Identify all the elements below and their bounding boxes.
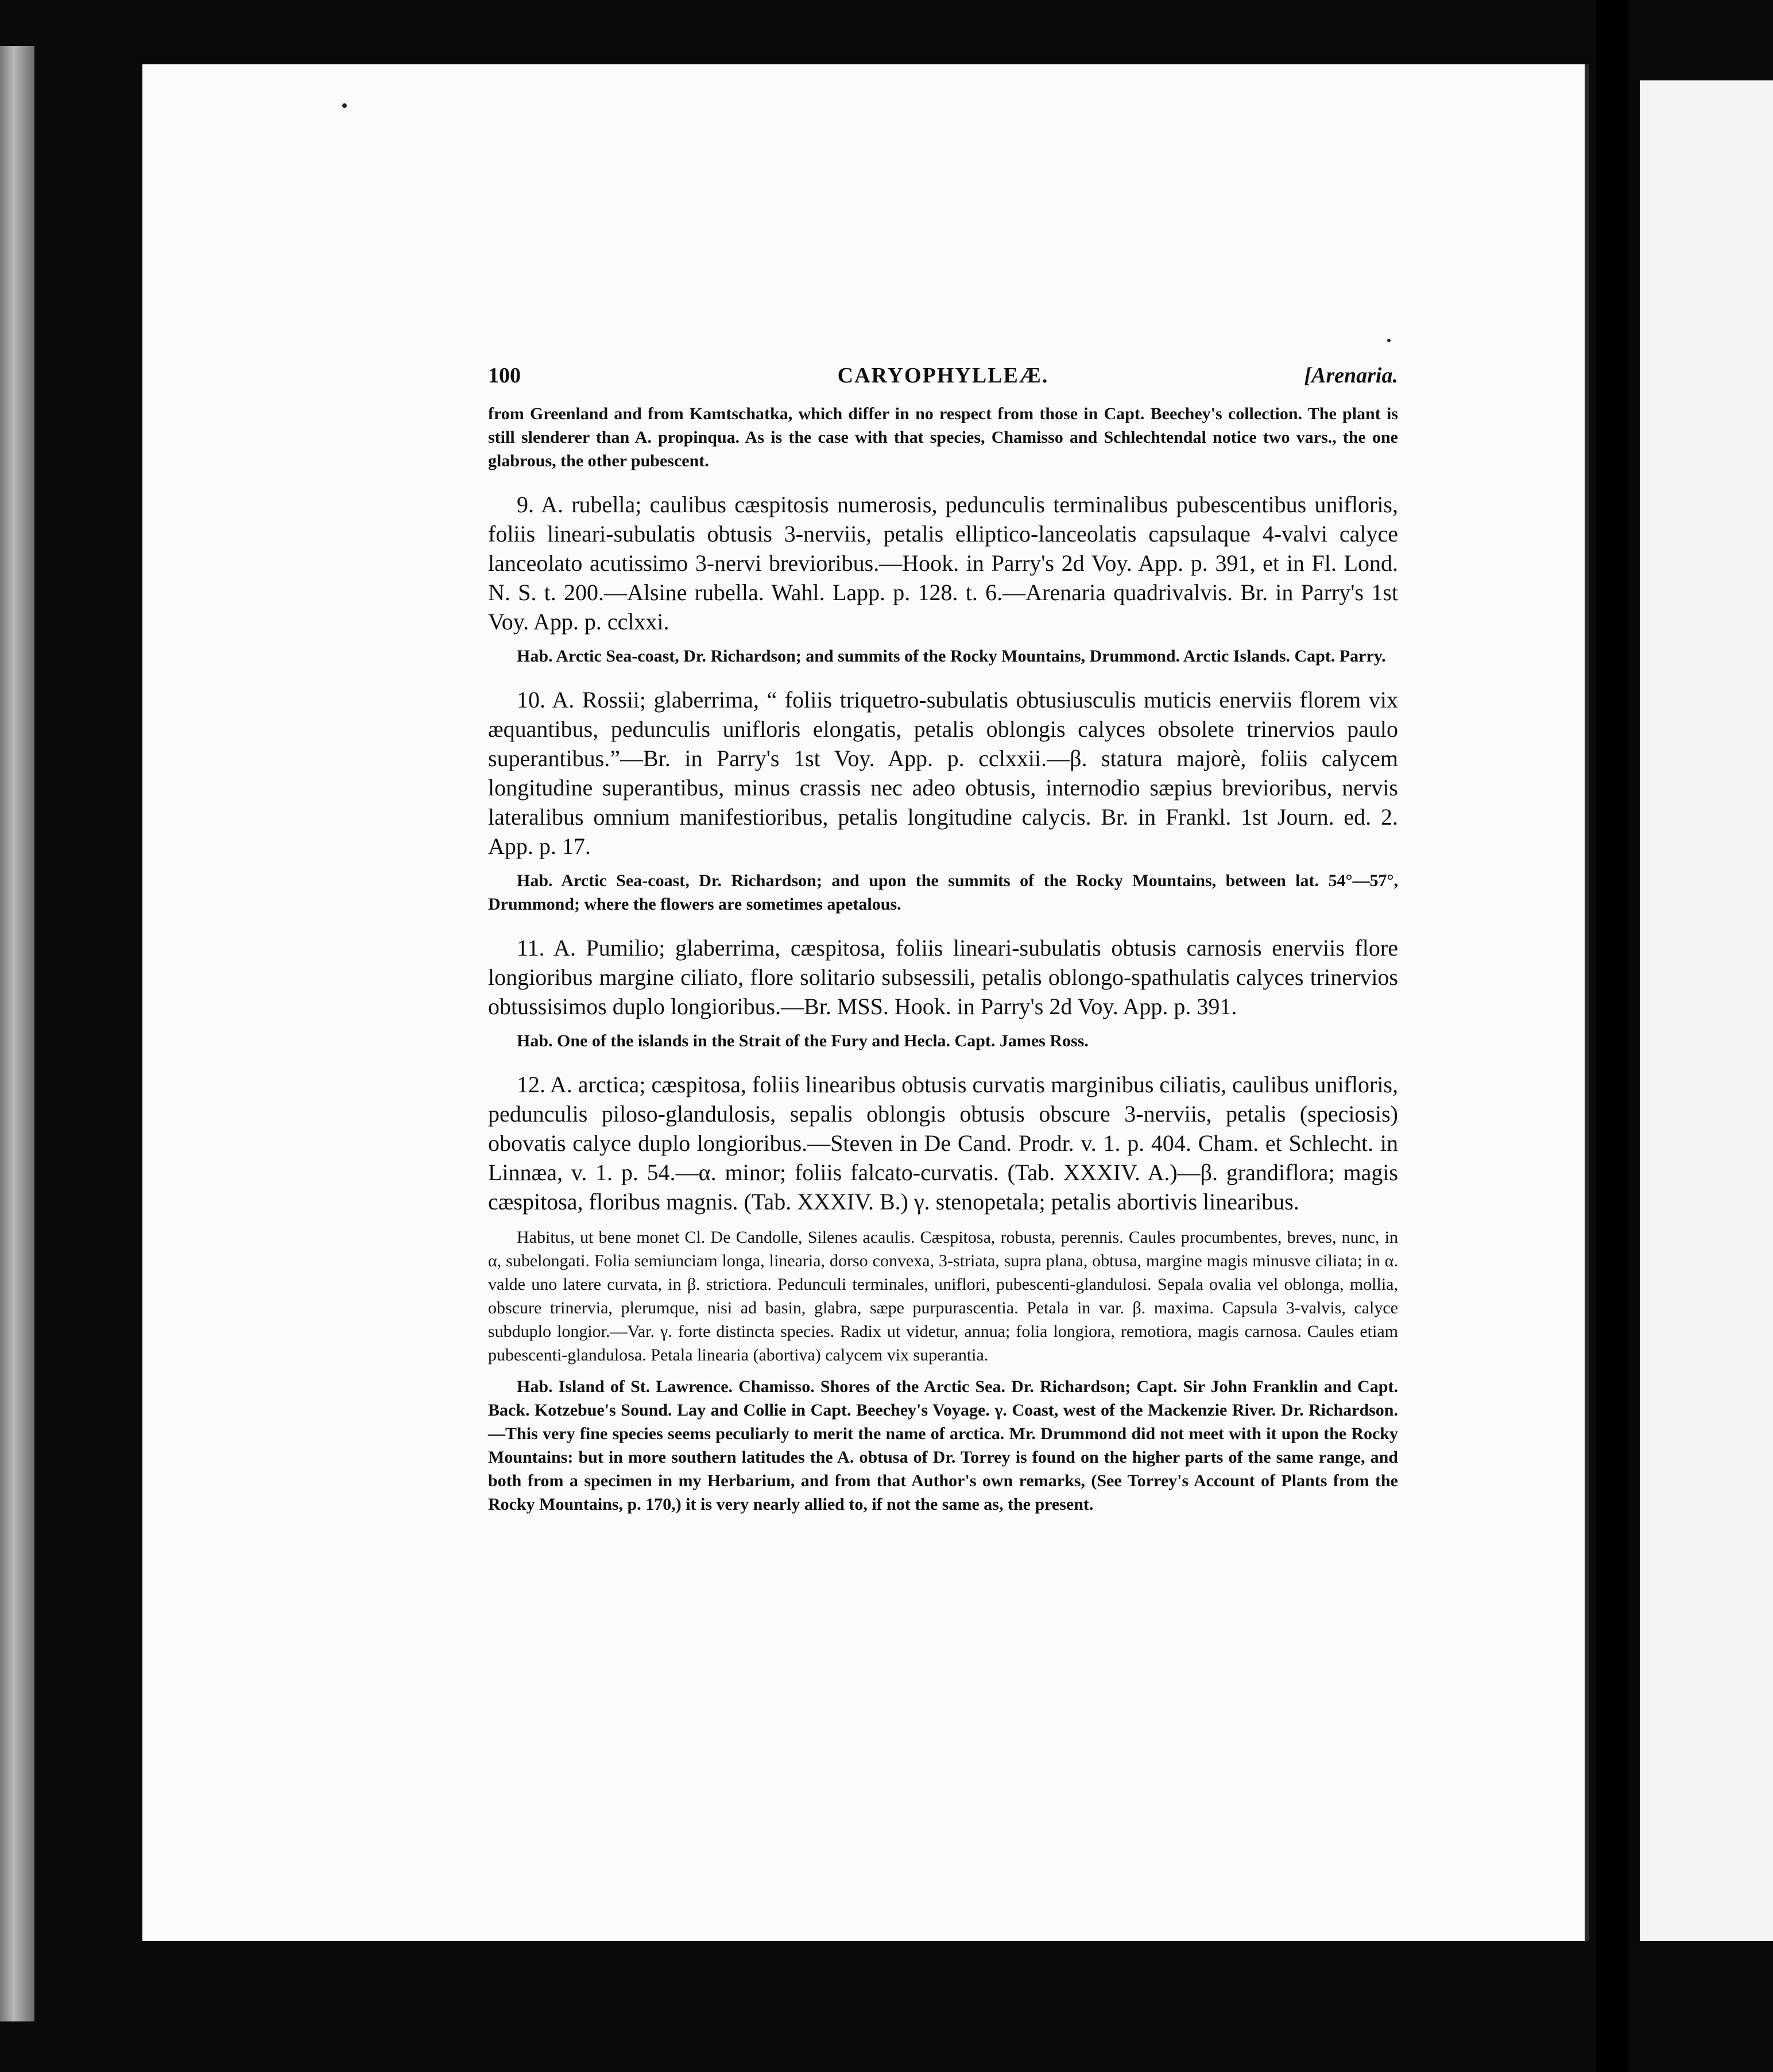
habitat-rubella: Hab. Arctic Sea-coast, Dr. Richardson; and summits of the Rocky Mountains, Drummond. Arctic Islands. Capt. Parry. — [517, 647, 1386, 666]
book-gutter — [1596, 0, 1628, 2072]
species-entry-rossii: 10. A. Rossii; glaberrima, “ foliis triquetro-subulatis obtusiusculis muticis enerviis florem vix æquantibus, pedunculis unifloris elongatis, petalis oblongis calyces obsolete trinervios paulo superantibus.”—Br. in Parry's 1st Voy. App. p. cclxxii.—β. statura majorè, foliis calycem longitudine superantibus, minus crassis nec adeo obtusis, internodio sæpius brevioribus, nervis lateralibus omnium manifestioribus, petalis longitudine calycis. Br. in Frankl. 1st Journ. ed. 2. App. p. 17. — [488, 687, 1398, 859]
page-content — [488, 356, 1398, 1516]
speck — [1387, 339, 1391, 342]
species-entry-pumilio: 11. A. Pumilio; glaberrima, cæspitosa, foliis lineari-subulatis obtusis carnosis enerviis flore longioribus margine ciliato, flore solitario subsessili, petalis oblongo-spathulatis calyces trinervios obtussisimos duplo longioribus.—Br. MSS. Hook. in Parry's 2d Voy. App. p. 391. — [488, 935, 1398, 1019]
speck — [342, 103, 347, 108]
genus-heading: [Arenaria. — [1304, 364, 1398, 388]
running-title: CARYOPHYLLEÆ. — [837, 364, 1049, 388]
book-edge-left — [0, 46, 34, 2021]
facing-page-edge — [1640, 80, 1773, 1941]
habitat-pumilio: Hab. One of the islands in the Strait of the Fury and Hecla. Capt. James Ross. — [517, 1031, 1089, 1050]
page-number: 100 — [488, 364, 521, 388]
continued-paragraph: from Greenland and from Kamtschatka, which differ in no respect from those in Capt. Beechey's collection. The plant is still slenderer than A. propinqua. As is the case with that species, Chamisso and Schlechtendal notice two vars., the one glabrous, the other pubescent. — [488, 404, 1398, 470]
running-header — [488, 356, 1398, 391]
species-entry-rubella: 9. A. rubella; caulibus cæspitosis numerosis, pedunculis terminalibus pubescentibus unifloris, foliis lineari-subulatis obtusis 3-nerviis, petalis elliptico-lanceolatis capsulaque 4-valvi calyce lanceolato acutissimo 3-nervi brevioribus.—Hook. in Parry's 2d Voy. App. p. 391, et in Fl. Lond. N. S. t. 200.—Alsine rubella. Wahl. Lapp. p. 128. t. 6.—Arenaria quadrivalvis. Br. in Parry's 1st Voy. App. p. cclxxi. — [488, 492, 1398, 635]
habitat-arctica: Hab. Island of St. Lawrence. Chamisso. Shores of the Arctic Sea. Dr. Richardson; Capt. Sir John Franklin and Capt. Back. Kotzebue's Sound. Lay and Collie in Capt. Beechey's Voyage. γ. Coast, west of the Mackenzie River. Dr. Richardson.—This very fine species seems peculiarly to merit the name of arctica. Mr. Drummond did not meet with it upon the Rocky Mountains: but in more southern latitudes the A. obtusa of Dr. Torrey is found on the higher parts of the same range, and both from a specimen in my Herbarium, and from that Author's own remarks, (See Torrey's Account of Plants from the Rocky Mountains, p. 170,) it is very nearly allied to, if not the same as, the present. — [488, 1377, 1398, 1514]
habitat-rossii: Hab. Arctic Sea-coast, Dr. Richardson; and upon the summits of the Rocky Mountains, between lat. 54°—57°, Drummond; where the flowers are sometimes apetalous. — [488, 871, 1398, 914]
habitus-description: Habitus, ut bene monet Cl. De Candolle, Silenes acaulis. Cæspitosa, robusta, perennis. Caules procumbentes, breves, nunc, in α, subelongati. Folia semiunciam longa, linearia, dorso convexa, 3-striata, supra plana, obtusa, margine magis minusve ciliata; in α. valde uno latere curvata, in β. strictiora. Pedunculi terminales, uniflori, pubescenti-glandulosi. Sepala ovalia vel oblonga, mollia, obscure trinervia, plerumque, nisi ad basin, glabra, sæpe purpurascentia. Petala in var. β. maxima. Capsula 3-valvis, calyce subduplo longior.—Var. γ. forte distincta species. Radix ut videtur, annua; folia longiora, remotiora, magis carnosa. Caules etiam pubescenti-glandulosa. Petala linearia (abortiva) calycem vix superantia. — [488, 1228, 1398, 1364]
species-entry-arctica: 12. A. arctica; cæspitosa, foliis linearibus obtusis curvatis marginibus ciliatis, caulibus unifloris, pedunculis piloso-glandulosis, sepalis oblongis obtusis obscure 3-nerviis, petalis (speciosis) obovatis calyce duplo longioribus.—Steven in De Cand. Prodr. v. 1. p. 404. Cham. et Schlecht. in Linnæa, v. 1. p. 54.—α. minor; foliis falcato-curvatis. (Tab. XXXIV. A.)—β. grandiflora; magis cæspitosa, floribus magnis. (Tab. XXXIV. B.) γ. stenopetala; petalis abortivis linearibus. — [488, 1072, 1398, 1215]
